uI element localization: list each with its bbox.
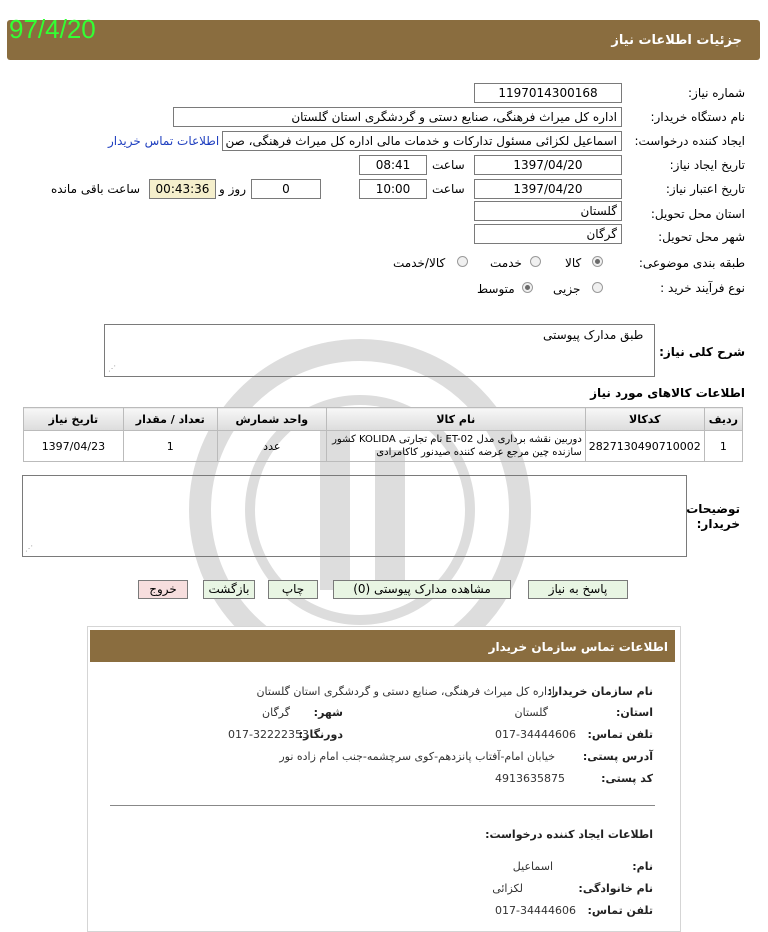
last-name-value: لکزائی <box>492 882 523 895</box>
col-unit: واحد شمارش <box>217 408 326 431</box>
contact-province-label: استان: <box>616 706 653 719</box>
contact-panel-title: اطلاعات تماس سازمان خریدار <box>488 640 668 654</box>
category-option-both: کالا/خدمت <box>393 256 446 270</box>
category-label: طبقه بندی موضوعی: <box>638 256 745 270</box>
buyer-notes-box <box>22 475 687 557</box>
category-option-goods: کالا <box>565 256 582 270</box>
valid-date-field: 1397/04/20 <box>474 179 622 199</box>
contact-city-value: گرگان <box>262 706 290 719</box>
category-radio-service[interactable] <box>530 256 541 267</box>
process-radio-minor[interactable] <box>592 282 603 293</box>
remaining-field: 00:43:36 <box>149 179 216 199</box>
contact-phone-value: 017-34444606 <box>495 728 576 741</box>
province-label: استان محل تحویل: <box>650 207 745 221</box>
cell-row: 1 <box>704 431 742 462</box>
col-qty: تعداد / مقدار <box>123 408 217 431</box>
cell-name: دوربین نقشه برداری مدل ET-02 نام تجارتی KOLIDA کشور سازنده چین مرجع عرضه کننده صیدنور کاکامرادی <box>326 431 585 462</box>
cell-qty: 1 <box>123 431 217 462</box>
process-option-medium: متوسط <box>477 282 515 296</box>
process-radio-medium[interactable] <box>522 282 533 293</box>
buyer-label: نام دستگاه خریدار: <box>650 110 745 124</box>
reply-button[interactable]: پاسخ به نیاز <box>528 580 628 599</box>
city-label: شهر محل تحویل: <box>658 230 745 244</box>
buyer-notes-label: توضیحات خریدار: <box>686 502 740 531</box>
col-code: کدکالا <box>585 408 704 431</box>
col-name: نام کالا <box>326 408 585 431</box>
creator-phone-value: 017-34444606 <box>495 904 576 917</box>
back-button[interactable]: بازگشت <box>203 580 255 599</box>
items-section-title: اطلاعات کالاهای مورد نیاز <box>590 386 745 400</box>
print-button[interactable]: چاپ <box>268 580 318 599</box>
first-name-label: نام: <box>632 860 653 873</box>
creator-phone-label: تلفن تماس: <box>587 904 653 917</box>
postal-label: کد پستی: <box>601 772 653 785</box>
org-label: نام سازمان خریدار: <box>547 685 653 698</box>
header-title: جزئیات اطلاعات نیاز <box>611 33 742 48</box>
first-name-value: اسماعیل <box>512 860 553 873</box>
exit-button[interactable]: خروج <box>138 580 188 599</box>
resize-grip-icon[interactable]: ⋰ <box>108 364 116 373</box>
created-date-label: تاریخ ایجاد نیاز: <box>669 158 745 172</box>
table-row <box>24 431 743 462</box>
days-label: روز و <box>219 182 246 196</box>
created-time-field: 08:41 <box>359 155 427 175</box>
category-radio-goods[interactable] <box>592 256 603 267</box>
cell-date: 1397/04/23 <box>24 431 124 462</box>
date-stamp: 97/4/20 <box>9 14 96 44</box>
valid-time-field: 10:00 <box>359 179 427 199</box>
valid-time-label: ساعت <box>432 182 465 196</box>
attachments-button[interactable]: مشاهده مدارک پیوستی (0) <box>333 580 511 599</box>
category-option-service: خدمت <box>490 256 522 270</box>
need-number-field: 1197014300168 <box>474 83 622 103</box>
creator-field: اسماعیل لکزائی مسئول تدارکات و خدمات مالی اداره کل میراث فرهنگی، صن <box>222 131 622 151</box>
city-field: گرگان <box>474 224 622 244</box>
divider <box>110 805 655 806</box>
need-number-label: شماره نیاز: <box>688 86 745 100</box>
created-time-label: ساعت <box>432 158 465 172</box>
items-table <box>23 407 743 462</box>
cell-code: 2827130490710002 <box>585 431 704 462</box>
creator-section-title: اطلاعات ایجاد کننده درخواست: <box>485 828 653 841</box>
contact-province-value: گلستان <box>514 706 548 719</box>
remaining-label: ساعت باقی مانده <box>51 182 141 196</box>
category-radio-both[interactable] <box>457 256 468 267</box>
buyer-field: اداره کل میراث فرهنگی، صنایع دستی و گردشگری استان گلستان <box>173 107 622 127</box>
contact-phone-label: تلفن تماس: <box>587 728 653 741</box>
created-date-field: 1397/04/20 <box>474 155 622 175</box>
province-field: گلستان <box>474 201 622 221</box>
process-label: نوع فرآیند خرید : <box>660 281 745 295</box>
contact-city-label: شهر: <box>313 706 343 719</box>
col-date: تاریخ نیاز <box>24 408 124 431</box>
postal-value: 4913635875 <box>495 772 565 785</box>
address-value: خیابان امام-آفتاب پانزدهم-کوی سرچشمه-جنب امام زاده نور <box>279 750 555 763</box>
org-value: اداره کل میراث فرهنگی، صنایع دستی و گردشگری استان گلستان <box>256 685 555 698</box>
last-name-label: نام خانوادگی: <box>578 882 653 895</box>
fax-value: 017-32222353 <box>228 728 309 741</box>
description-label: شرح کلی نیاز: <box>659 345 745 359</box>
contact-link[interactable]: اطلاعات تماس خریدار <box>108 134 220 148</box>
description-value: طبق مدارک پیوستی <box>543 328 644 342</box>
address-label: آدرس پستی: <box>582 750 653 763</box>
notes-resize-grip-icon[interactable]: ⋰ <box>25 544 33 553</box>
valid-date-label: تاریخ اعتبار نیاز: <box>665 182 745 196</box>
fax-label: دورنگار: <box>298 728 343 741</box>
creator-label: ایجاد کننده درخواست: <box>634 134 745 148</box>
cell-unit: عدد <box>217 431 326 462</box>
days-field: 0 <box>251 179 321 199</box>
col-row: ردیف <box>704 408 742 431</box>
process-option-minor: جزیی <box>553 282 581 296</box>
